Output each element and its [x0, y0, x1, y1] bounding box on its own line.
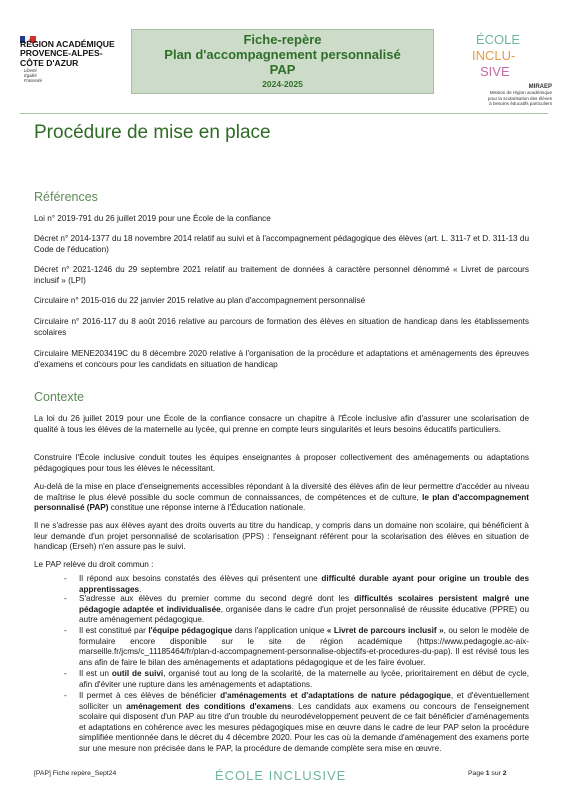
paragraph: Construire l'École inclusive conduit toutes les équipes enseignantes à proposer collectivement des aménagements ou adaptations pédagogiques pour tous les élèves le nécessitant.: [34, 453, 529, 473]
page-title: Procédure de mise en place: [34, 122, 271, 143]
paragraph: Au-delà de la mise en place d'enseignements accessibles répondant à la diversité des élèves afin de leur permettre d'accéder au niveau de maîtrise le plus élevé possible du socle commun de connaissances, de compétences et de culture, le plan d'accompagnement personnalisé (PAP) constitue une réponse interne à l'Éducation nationale.: [34, 482, 529, 513]
svg-text:SIVE: SIVE: [480, 64, 510, 79]
svg-text:ÉCOLE INCLUSIVE: ÉCOLE INCLUSIVE: [215, 768, 347, 783]
page-number: Page 1 sur 2: [468, 770, 507, 777]
paragraph: Le PAP relève du droit commun :: [34, 560, 154, 569]
doc-acronym: PAP: [269, 62, 296, 77]
republic-motto: Liberté Égalité Fraternité: [24, 68, 42, 84]
reference-item: Décret n° 2014-1377 du 18 novembre 2014 relatif au suivi et à l'accompagnement pédagogique des élèves (art. L. 311-7 et D. 311-13 du Code de l'éducation): [34, 234, 529, 254]
reference-item: Circulaire MENE203419C du 8 décembre 2020 relative à l'organisation de la procédure et adaptations et aménagements des épreuves d'examens et concours pour les candidats en situation de handicap: [34, 349, 529, 369]
paragraph: Il ne s'adresse pas aux élèves ayant des droits ouverts au titre du handicap, y compris dans un domaine non scolaire, qui bénéficient à leur demande d'un projet personnalisé de scolarisation (PPS) : l'enseignant référent pour la scolarisation des élèves en situation de handicap (Erseh) n'en assure pas le suivi.: [34, 521, 529, 552]
doc-title: Plan d'accompagnement personnalisé: [164, 47, 401, 62]
document-title-box: [131, 29, 434, 94]
doc-type: Fiche-repère: [243, 32, 322, 47]
header-divider: [20, 113, 548, 114]
reference-item: Décret n° 2021-1246 du 29 septembre 2021 relatif au traitement de données à caractère personnel dénommé « Livret de parcours inclusif » (LPI): [34, 265, 529, 285]
reference-item: Loi n° 2019-791 du 26 juillet 2019 pour une École de la confiance: [34, 214, 271, 223]
svg-text:ÉCOLE: ÉCOLE: [476, 32, 521, 47]
miraep-block: MIRAEP Mission de région académique pour la scolarisation des élèves à besoins éducatifs particuliers: [487, 84, 552, 107]
section-heading-contexte: Contexte: [34, 390, 85, 404]
footer-doc-id: [PAP] Fiche repère_Sept24: [34, 770, 117, 777]
paragraph: La loi du 26 juillet 2019 pour une École de la confiance consacre un chapitre à l'École inclusive afin d'assurer une scolarisation de qualité à tous les élèves de la maternelle au lycée, qui prenne en compte leurs singularités et leurs besoins éducatifs particuliers.: [34, 414, 529, 434]
section-heading-references: Références: [34, 190, 98, 204]
pap-form-link[interactable]: https://www.pedagogie.ac-aix-marseille.fr/jcms/c_11185464/fr/plan-d-accompagnement-personnalise-objectifs-et-procedures-du-pap: [79, 636, 529, 657]
reference-item: Circulaire n° 2016-117 du 8 août 2016 relative au parcours de formation des élèves en situation de handicap dans les établissements scolaires: [34, 317, 529, 337]
doc-year: 2024-2025: [262, 79, 303, 89]
ecole-inclusive-logo: [468, 28, 538, 83]
reference-item: Circulaire n° 2015-016 du 22 janvier 2015 relative au plan d'accompagnement personnalisé: [34, 296, 366, 305]
marianne-logo: [20, 30, 36, 37]
footer-ecole-inclusive-logo: [215, 766, 355, 784]
svg-text:INCLU-: INCLU-: [472, 48, 516, 63]
region-name: RÉGION ACADÉMIQUE PROVENCE-ALPES- CÔTE D'AZUR: [20, 39, 115, 68]
